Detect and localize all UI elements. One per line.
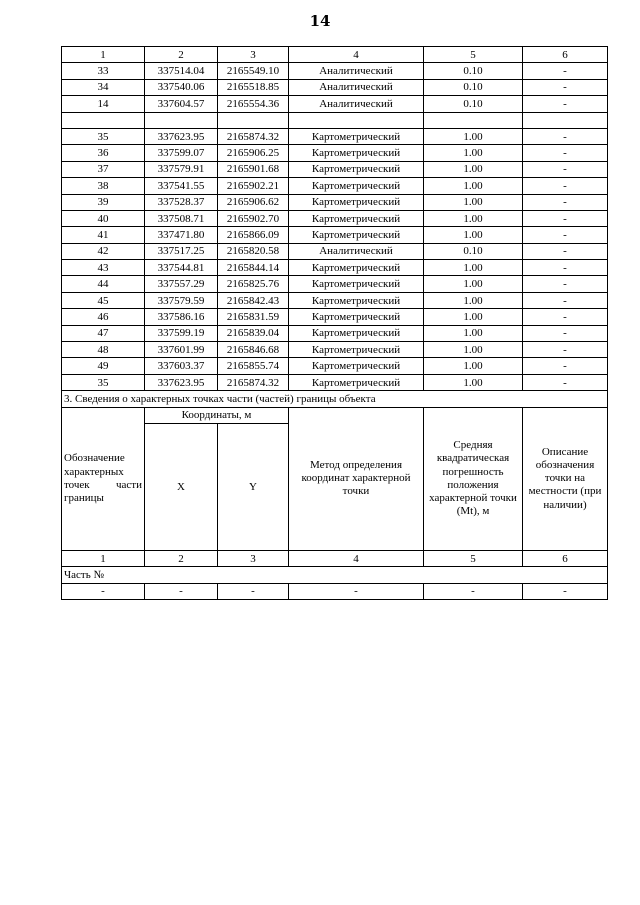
table-cell: 337514.04 [145,63,218,79]
table-cell: 0.10 [424,96,523,112]
table-cell: 46 [62,309,145,325]
column-number: 2 [145,550,218,566]
table-cell [145,112,218,128]
table-cell: 2165906.25 [218,145,289,161]
table-row [62,145,608,161]
table-cell: 337579.91 [145,161,218,177]
header-error: Средняя квадратическая погрешность положения характерной точки (Mt), м [424,407,523,550]
table-cell [523,112,608,128]
table-cell: Картометрический [289,194,424,210]
table-cell: Картометрический [289,342,424,358]
table-cell: 0.10 [424,63,523,79]
header-x: X [145,423,218,550]
table-cell: 2165874.32 [218,128,289,144]
table-cell: 1.00 [424,309,523,325]
table-cell: 337528.37 [145,194,218,210]
table-cell: 37 [62,161,145,177]
table-cell: 1.00 [424,374,523,390]
header-method: Метод определения координат характерной точки [289,407,424,550]
table-cell: 1.00 [424,260,523,276]
table-cell: - [523,309,608,325]
table-cell: 1.00 [424,276,523,292]
table-cell: Аналитический [289,63,424,79]
coordinates-table [61,46,608,600]
table-row [62,96,608,112]
table-cell: 42 [62,243,145,259]
table-cell: 38 [62,178,145,194]
table-cell: 2165901.68 [218,161,289,177]
table-cell: Картометрический [289,145,424,161]
table-cell: 337586.16 [145,309,218,325]
column-number: 6 [523,550,608,566]
table-cell: Картометрический [289,292,424,308]
table-cell [424,112,523,128]
table-cell: 2165844.14 [218,260,289,276]
column-number: 6 [523,47,608,63]
table-cell: Картометрический [289,276,424,292]
table-cell: Картометрический [289,178,424,194]
table-cell: - [523,342,608,358]
table-cell: - [218,583,289,599]
section3-header-row-1 [62,407,608,423]
table-cell: 2165554.36 [218,96,289,112]
table-cell: - [523,96,608,112]
table-cell: 41 [62,227,145,243]
section3-title-row [62,391,608,407]
table-cell: 337471.80 [145,227,218,243]
table-cell: 2165846.68 [218,342,289,358]
page-number: 14 [309,12,331,30]
coordinates-table-body [62,47,608,391]
table-cell: 48 [62,342,145,358]
table-cell: 14 [62,96,145,112]
table-cell: 337599.19 [145,325,218,341]
section3-number-row [62,550,608,566]
table-row [62,276,608,292]
table-cell: 2165855.74 [218,358,289,374]
column-number-row [62,47,608,63]
table-cell: 0.10 [424,243,523,259]
table-row [62,374,608,390]
table-cell: 1.00 [424,161,523,177]
table-cell: 2165874.32 [218,374,289,390]
section3-block [62,391,608,600]
table-cell: Аналитический [289,79,424,95]
table-cell: 1.00 [424,358,523,374]
table-cell: 1.00 [424,178,523,194]
table-cell: 2165825.76 [218,276,289,292]
table-row [62,128,608,144]
table-cell: 43 [62,260,145,276]
table-cell: 39 [62,194,145,210]
table-cell: - [523,358,608,374]
table-cell: 1.00 [424,227,523,243]
table-row [62,325,608,341]
header-point-designation: Обозначение характерных точек части границы [62,407,145,550]
table-cell: 337517.25 [145,243,218,259]
table-cell: 2165842.43 [218,292,289,308]
table-row [62,243,608,259]
table-cell: Аналитический [289,96,424,112]
table-cell: 1.00 [424,325,523,341]
column-number: 1 [62,550,145,566]
part-label: Часть № [62,567,608,583]
part-empty-row [62,583,608,599]
column-number: 4 [289,47,424,63]
table-cell: - [424,583,523,599]
table-cell [289,112,424,128]
table-cell: 2165839.04 [218,325,289,341]
table-cell: - [145,583,218,599]
header-description: Описание обозначения точки на местности (при наличии) [523,407,608,550]
table-cell: - [523,260,608,276]
table-row [62,210,608,226]
table-cell: 337603.37 [145,358,218,374]
table-row [62,342,608,358]
table-cell: 337544.81 [145,260,218,276]
table-row [62,178,608,194]
table-cell: 2165518.85 [218,79,289,95]
table-cell: 1.00 [424,128,523,144]
table-cell: 0.10 [424,79,523,95]
table-row [62,260,608,276]
column-number: 1 [62,47,145,63]
table-cell: Картометрический [289,210,424,226]
table-cell: Картометрический [289,161,424,177]
table-cell: 337579.59 [145,292,218,308]
table-row [62,79,608,95]
table-cell: - [523,243,608,259]
table-cell [218,112,289,128]
table-cell: 337623.95 [145,128,218,144]
table-cell: 2165549.10 [218,63,289,79]
table-cell: 34 [62,79,145,95]
table-cell: - [523,276,608,292]
table-cell: - [523,292,608,308]
table-cell: Аналитический [289,243,424,259]
table-cell: - [523,194,608,210]
table-cell: - [523,227,608,243]
table-cell: 2165906.62 [218,194,289,210]
table-row [62,309,608,325]
table-cell: 35 [62,374,145,390]
table-cell: Картометрический [289,309,424,325]
table-cell: - [289,583,424,599]
table-cell: 2165820.58 [218,243,289,259]
table-cell: - [523,178,608,194]
table-row [62,161,608,177]
table-cell: 1.00 [424,210,523,226]
table-cell: Картометрический [289,374,424,390]
table-cell: Картометрический [289,128,424,144]
table-cell: 337508.71 [145,210,218,226]
table-cell: 36 [62,145,145,161]
table-row [62,358,608,374]
table-cell: 337599.07 [145,145,218,161]
table-cell: 2165831.59 [218,309,289,325]
part-label-row [62,567,608,583]
table-cell: Картометрический [289,260,424,276]
table-cell: 2165902.70 [218,210,289,226]
table-cell: 2165866.09 [218,227,289,243]
table-cell: - [523,128,608,144]
table-cell: 1.00 [424,292,523,308]
table-cell: Картометрический [289,358,424,374]
separator-row [62,112,608,128]
column-number: 2 [145,47,218,63]
table-row [62,292,608,308]
table-cell: - [523,161,608,177]
table-cell: 1.00 [424,194,523,210]
header-coordinates: Координаты, м [145,407,289,423]
table-cell: 337623.95 [145,374,218,390]
table-cell: 47 [62,325,145,341]
column-number: 3 [218,550,289,566]
table-row [62,63,608,79]
section3-title: 3. Сведения о характерных точках части (частей) границы объекта [62,391,608,407]
column-number: 5 [424,550,523,566]
table-cell: 33 [62,63,145,79]
table-cell: 40 [62,210,145,226]
table-cell: 2165902.21 [218,178,289,194]
column-number: 5 [424,47,523,63]
table-cell: - [523,325,608,341]
table-cell: Картометрический [289,325,424,341]
table-cell: - [523,79,608,95]
table-cell: Картометрический [289,227,424,243]
table-cell: 337557.29 [145,276,218,292]
table-cell: 337604.57 [145,96,218,112]
table-cell [62,112,145,128]
column-number: 3 [218,47,289,63]
table-cell: - [523,145,608,161]
table-cell: - [523,583,608,599]
table-cell: - [62,583,145,599]
table-cell: 337541.55 [145,178,218,194]
table-cell: 44 [62,276,145,292]
table-cell: - [523,210,608,226]
table-cell: 35 [62,128,145,144]
table-cell: 45 [62,292,145,308]
table-cell: 1.00 [424,145,523,161]
table-cell: - [523,374,608,390]
header-y: Y [218,423,289,550]
table-cell: - [523,63,608,79]
table-cell: 49 [62,358,145,374]
table-cell: 1.00 [424,342,523,358]
table-row [62,227,608,243]
table-cell: 337540.06 [145,79,218,95]
table-row [62,194,608,210]
column-number: 4 [289,550,424,566]
table-cell: 337601.99 [145,342,218,358]
